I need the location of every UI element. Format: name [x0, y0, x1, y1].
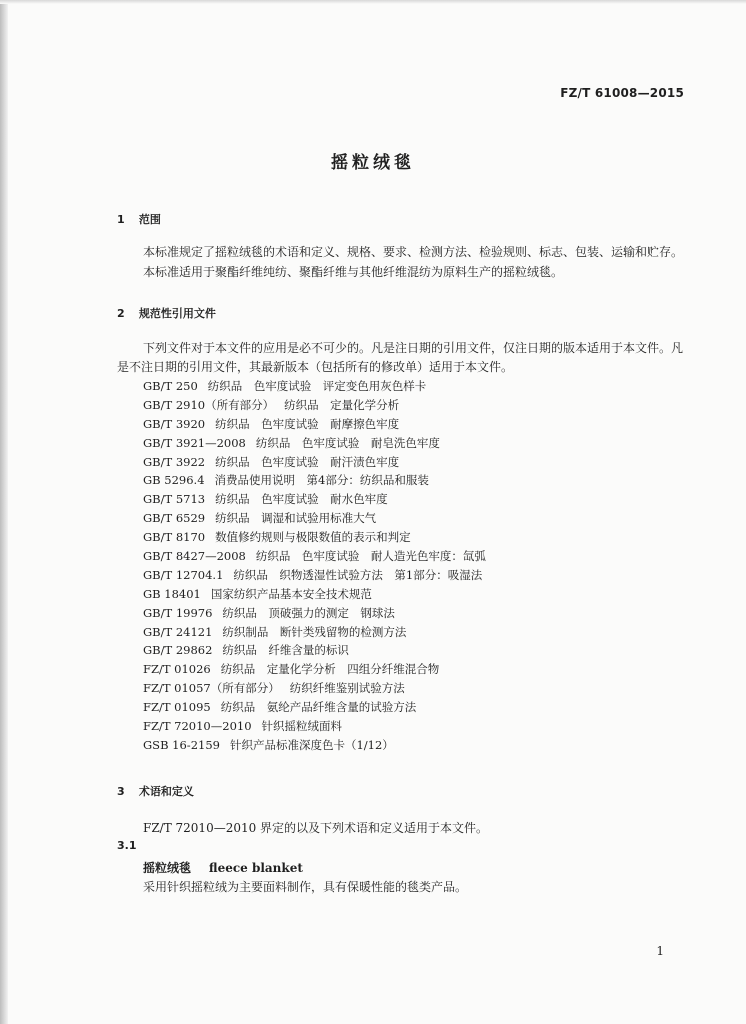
list-item [143, 566, 486, 585]
list-item [143, 641, 486, 660]
reference-title: 纺织品 定量化学分析 四组分纤维混合物 [220, 662, 440, 677]
reference-code: GB/T 2910（所有部分） [143, 397, 275, 412]
terms-intro: FZ/T 72010—2010 界定的以及下列术语和定义适用于本文件。 [143, 821, 489, 835]
term-entry [143, 859, 303, 876]
reference-title: 纺织品 织物透湿性试验方法 第1部分：吸湿法 [233, 567, 483, 582]
scope-paragraph: 本标准适用于聚酯纤维纯纺、聚酯纤维与其他纤维混纺为原料生产的摇粒绒毯。 [143, 265, 564, 279]
term-definition: 采用针织摇粒绒为主要面料制作，具有保暖性能的毯类产品。 [143, 880, 468, 894]
list-item [143, 528, 486, 547]
reference-code: GB/T 19976 [143, 605, 213, 620]
section-heading-terms [117, 783, 194, 799]
reference-code: GB/T 3921—2008 [143, 435, 246, 450]
list-item [143, 585, 486, 604]
term-chinese: 摇粒绒毯 [143, 861, 192, 875]
reference-list [143, 377, 486, 755]
list-item [143, 490, 486, 509]
reference-title: 针织产品标准深度色卡（1/12） [229, 737, 394, 752]
standard-number: FZ/T 61008—2015 [560, 86, 684, 100]
list-item [143, 396, 486, 415]
reference-title: 纺织品 氨纶产品纤维含量的试验方法 [220, 700, 417, 715]
reference-code: FZ/T 01057（所有部分） [143, 681, 280, 696]
reference-title: 消费品使用说明 第4部分：纺织品和服装 [214, 473, 429, 488]
reference-title: 纺织品 色牢度试验 耐水色牢度 [215, 492, 388, 507]
section-title: 范围 [138, 213, 161, 226]
reference-code: GB/T 3920 [143, 416, 206, 431]
document-title: 摇粒绒毯 [331, 153, 415, 173]
reference-code: GB/T 8170 [143, 530, 206, 545]
reference-title: 纺织品 定量化学分析 [284, 397, 400, 412]
list-item [143, 471, 486, 490]
reference-title: 数值修约规则与极限数值的表示和判定 [215, 530, 411, 545]
list-item [143, 717, 486, 736]
list-item [143, 623, 486, 642]
clause-number: 3.1 [117, 839, 137, 852]
reference-code: GB/T 24121 [143, 624, 213, 639]
list-item [143, 736, 486, 755]
section-heading-normative-references [117, 305, 216, 321]
list-item [143, 660, 486, 679]
list-item [143, 509, 486, 528]
reference-code: GB/T 250 [143, 379, 198, 393]
list-item [143, 604, 486, 623]
reference-title: 纺织品 调湿和试验用标准大气 [215, 511, 377, 526]
reference-title: 纺织品 色牢度试验 耐摩擦色牢度 [215, 416, 400, 431]
reference-code: GB 5296.4 [143, 473, 205, 488]
page-number: 1 [656, 944, 664, 958]
list-item [143, 377, 486, 396]
section-title: 规范性引用文件 [138, 307, 216, 320]
reference-code: FZ/T 01026 [143, 662, 211, 677]
reference-title: 国家纺织产品基本安全技术规范 [210, 586, 372, 601]
reference-code: FZ/T 72010—2010 [143, 719, 252, 734]
section-number: 2 [117, 307, 125, 320]
term-english: fleece blanket [208, 861, 303, 875]
reference-title: 纺织品 色牢度试验 耐汗渍色牢度 [215, 454, 400, 469]
section-heading-scope [117, 211, 161, 227]
reference-code: GB/T 3922 [143, 454, 206, 469]
reference-title: 纺织纤维鉴别试验方法 [289, 681, 405, 696]
references-intro: 下列文件对于本文件的应用是必不可少的。凡是注日期的引用文件，仅注日期的版本适用于本文件。凡是不注日期的引用文件，其最新版本（包括所有的修改单）适用于本文件。 [117, 341, 684, 374]
section-title: 术语和定义 [138, 785, 194, 798]
list-item [143, 547, 486, 566]
reference-code: GB/T 29862 [143, 643, 213, 658]
reference-code: GB/T 8427—2008 [143, 549, 246, 564]
reference-code: GB 18401 [143, 586, 201, 601]
reference-title: 纺织品 色牢度试验 耐皂洗色牢度 [255, 435, 440, 450]
reference-title: 针织摇粒绒面料 [261, 719, 343, 734]
list-item [143, 434, 486, 453]
reference-title: 纺织制品 断针类残留物的检测方法 [222, 624, 407, 639]
list-item [143, 415, 486, 434]
reference-title: 纺织品 色牢度试验 耐人造光色牢度：氙弧 [255, 549, 486, 564]
reference-title: 纺织品 顶破强力的测定 钢球法 [222, 605, 395, 620]
list-item [143, 679, 486, 698]
reference-title: 纺织品 纤维含量的标识 [222, 643, 349, 658]
reference-code: GB/T 5713 [143, 492, 206, 507]
reference-code: GB/T 12704.1 [143, 567, 224, 582]
reference-title: 纺织品 色牢度试验 评定变色用灰色样卡 [207, 379, 427, 393]
reference-code: GB/T 6529 [143, 511, 206, 526]
page-top-shadow [0, 0, 746, 4]
section-number: 3 [117, 785, 125, 798]
scope-paragraph: 本标准规定了摇粒绒毯的术语和定义、规格、要求、检测方法、检验规则、标志、包装、运输和贮存。 [143, 245, 684, 259]
list-item [143, 453, 486, 472]
reference-code: GSB 16-2159 [143, 737, 220, 752]
list-item [143, 698, 486, 717]
reference-code: FZ/T 01095 [143, 700, 211, 715]
section-number: 1 [117, 213, 125, 226]
